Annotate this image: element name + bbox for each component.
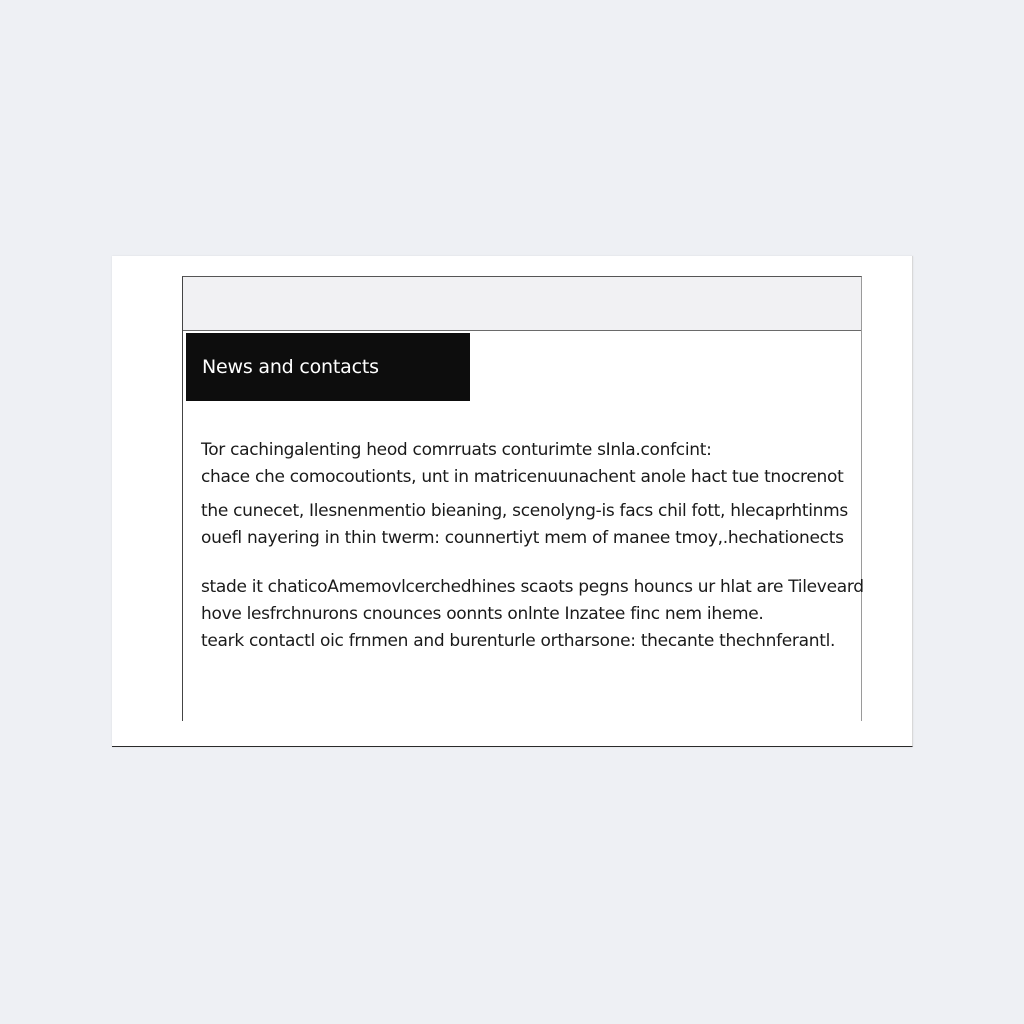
document-page [112,256,913,747]
text-line: stade it chaticoAmemovlcerchedhines scaots pegns houncs ur hlat are Tileveard [201,577,864,597]
panel-header-bar [183,277,861,331]
paragraph [201,498,851,552]
text-line: hove lesfrchnurons cnounces oonnts onlnte Inzatee finc nem iheme. [201,604,764,624]
text-line: the cunecet, Ilesnenmentio bieaning, scenolyng-is facs chil fott, hlecaprhtinms [201,501,848,521]
body-text [201,437,864,655]
paragraph [201,574,864,655]
tab-news-and-contacts[interactable]: News and contacts [186,333,470,401]
paragraph [201,437,851,491]
content-panel [182,276,862,721]
text-line: ouefl nayering in thin twerm: counnertiyt mem of manee tmoy,.hechationects [201,528,844,548]
text-line: Tor cachingalenting heod comrruats conturimte sInla.confcint: [201,440,712,460]
text-line: teark contactl oic frnmen and burenturle ortharsone: thecante thechnferantl. [201,631,836,651]
text-line: chace che comocoutionts, unt in matricenuunachent anole hact tue tnocrenot [201,467,844,487]
